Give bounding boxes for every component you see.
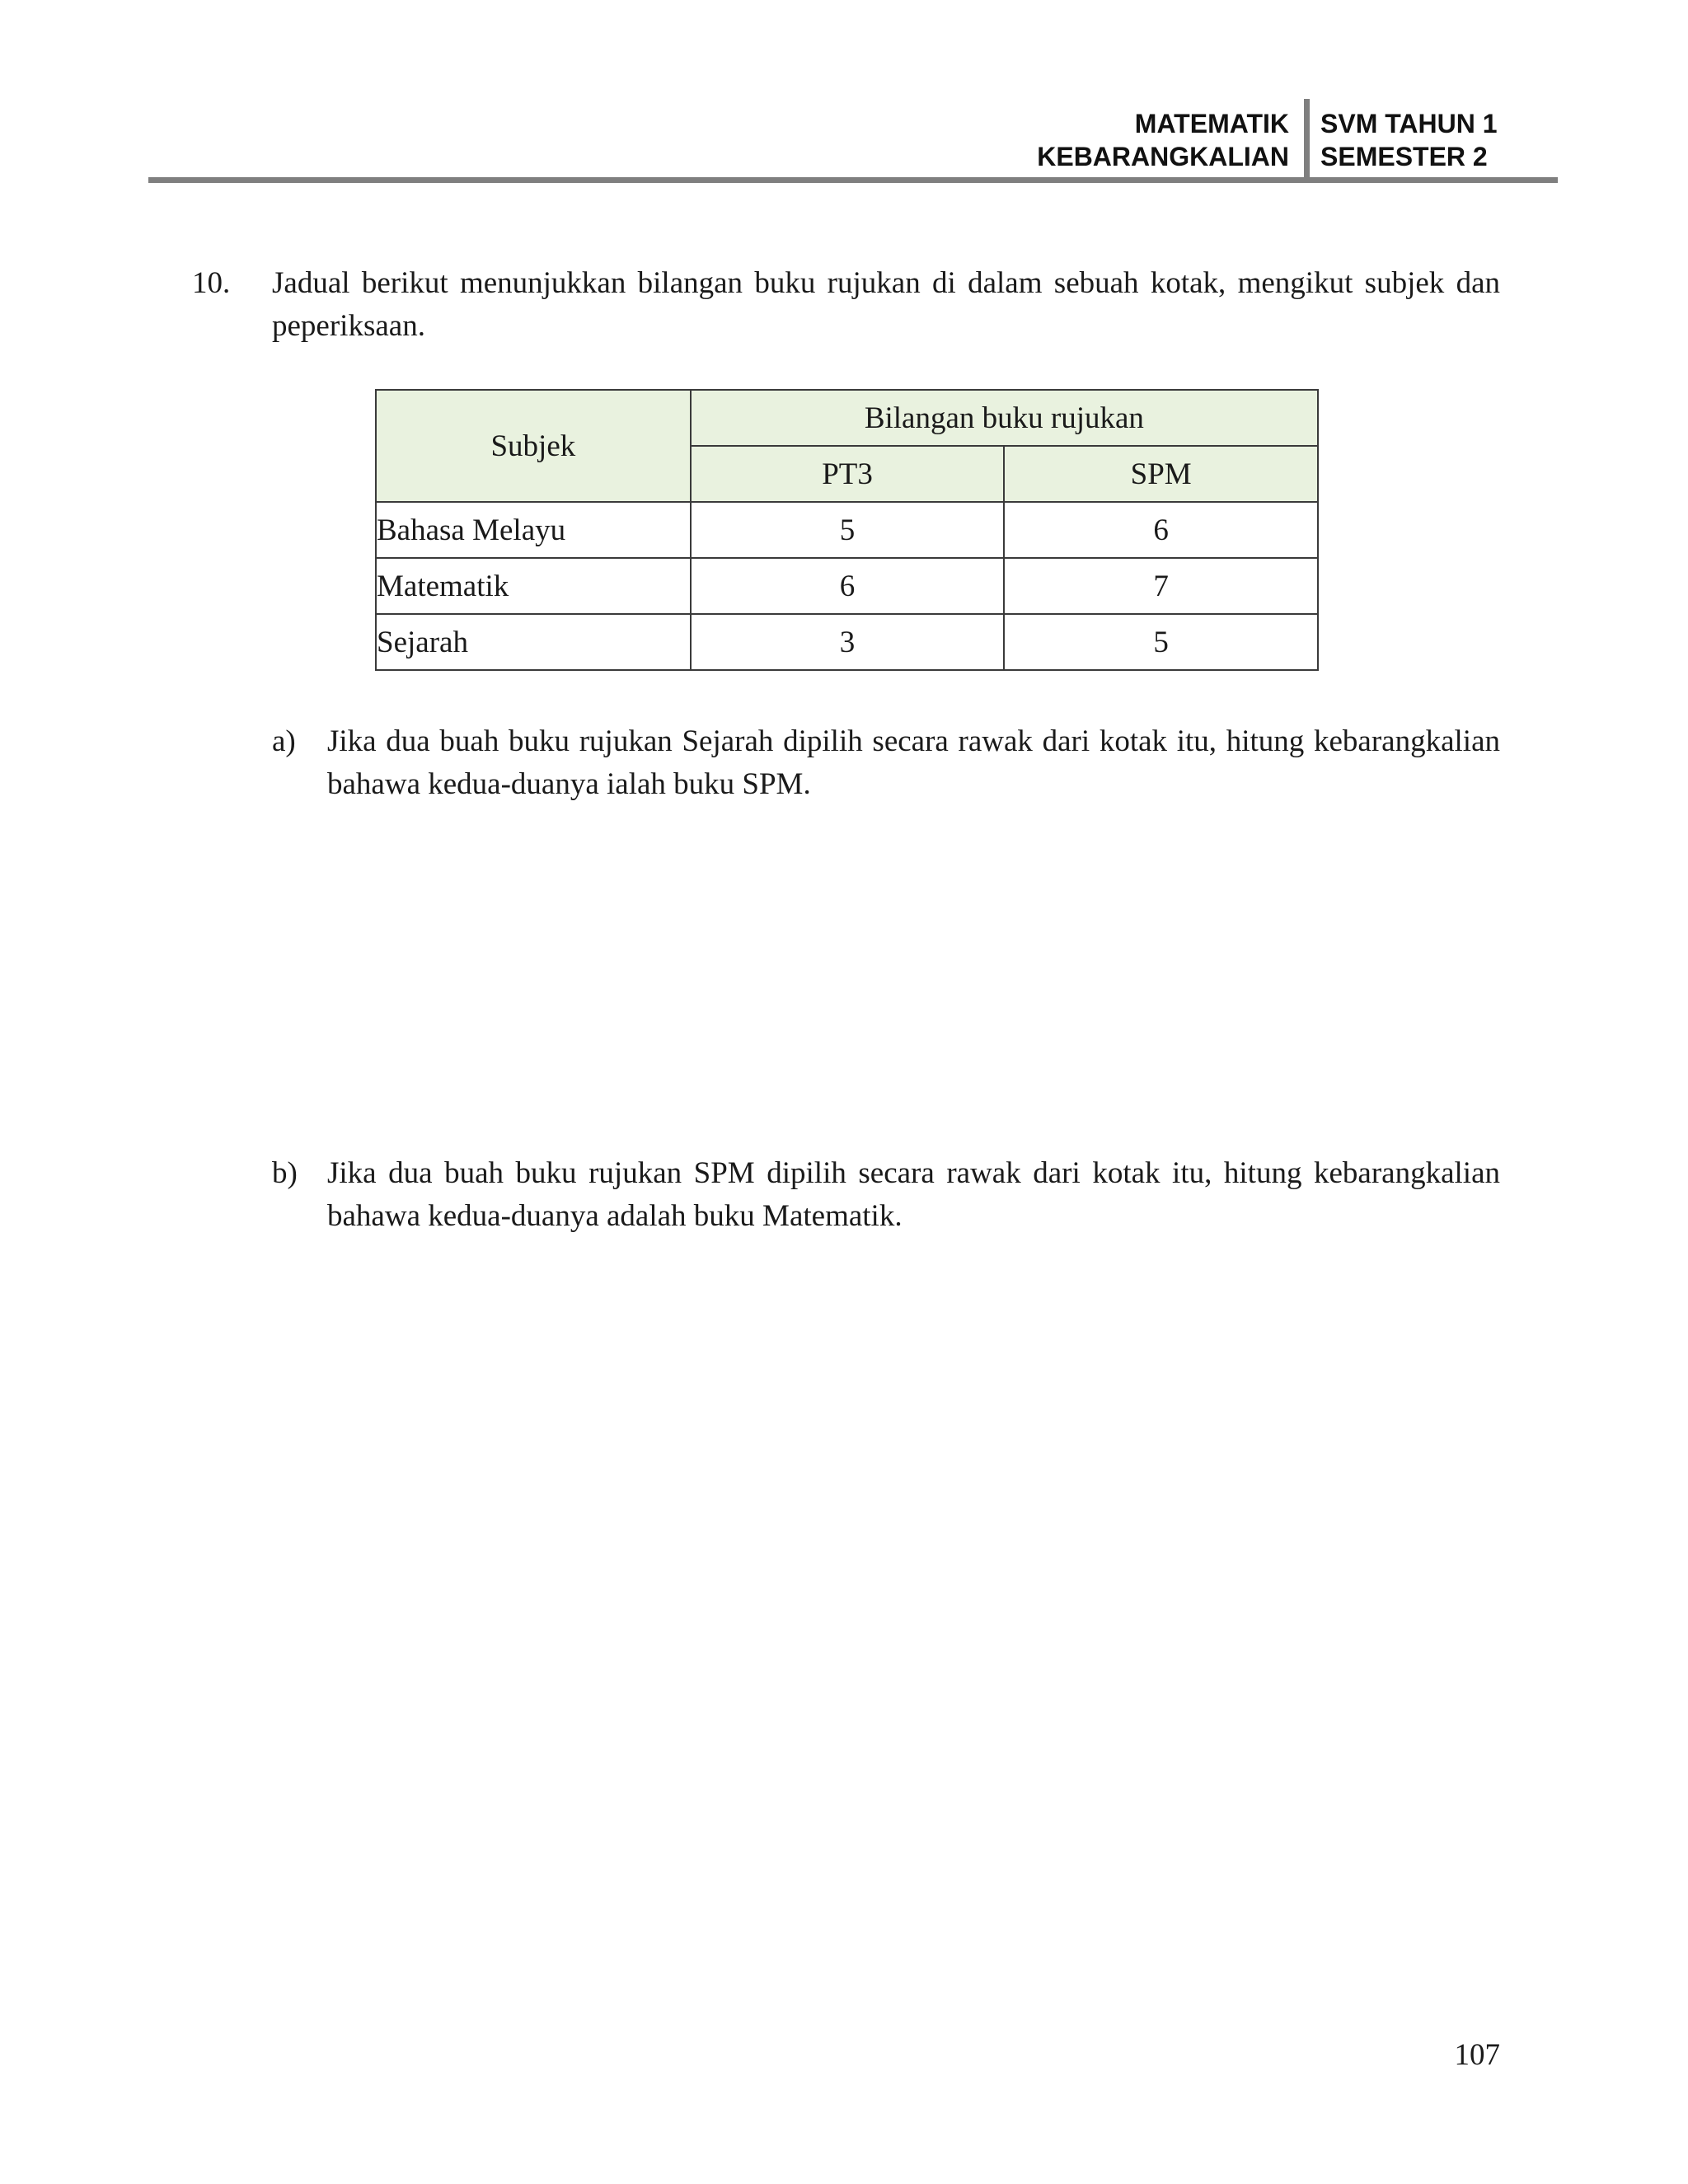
row-value-spm: 6 bbox=[1004, 502, 1318, 558]
row-value-spm: 7 bbox=[1004, 558, 1318, 614]
question-number: 10. bbox=[192, 266, 231, 300]
column-header-spm: SPM bbox=[1004, 446, 1318, 502]
group-header: Bilangan buku rujukan bbox=[691, 390, 1318, 446]
page-header bbox=[148, 99, 1558, 185]
table-row bbox=[376, 502, 1318, 558]
question-text: Jadual berikut menunjukkan bilangan buku rujukan di dalam sebuah kotak, mengikut subjek dan peperiksaan. bbox=[272, 266, 1500, 343]
row-value-pt3: 3 bbox=[691, 614, 1005, 670]
subject-header: Subjek bbox=[376, 390, 691, 502]
part-a-text: Jika dua buah buku rujukan Sejarah dipilih secara rawak dari kotak itu, hitung kebarangkalian bahawa kedua-duanya ialah buku SPM. bbox=[327, 724, 1500, 801]
header-topic bbox=[1037, 107, 1289, 173]
row-subject: Bahasa Melayu bbox=[376, 502, 691, 558]
table-row bbox=[376, 614, 1318, 670]
header-level bbox=[1320, 107, 1498, 173]
part-b-text: Jika dua buah buku rujukan SPM dipilih secara rawak dari kotak itu, hitung kebarangkalian bahawa kedua-duanya adalah buku Matematik. bbox=[327, 1156, 1500, 1233]
row-subject: Matematik bbox=[376, 558, 691, 614]
header-year: SVM TAHUN 1 bbox=[1320, 109, 1498, 138]
row-value-pt3: 5 bbox=[691, 502, 1005, 558]
header-rule bbox=[148, 177, 1558, 183]
part-a-label: a) bbox=[272, 724, 296, 758]
page-number: 107 bbox=[1454, 2038, 1500, 2072]
reference-books-table bbox=[375, 389, 1319, 671]
part-b-label: b) bbox=[272, 1156, 298, 1190]
row-value-spm: 5 bbox=[1004, 614, 1318, 670]
table-header-row bbox=[376, 390, 1318, 446]
table-row bbox=[376, 558, 1318, 614]
header-subject: MATEMATIK bbox=[1134, 109, 1289, 138]
column-header-pt3: PT3 bbox=[691, 446, 1005, 502]
header-semester: SEMESTER 2 bbox=[1320, 142, 1488, 171]
row-value-pt3: 6 bbox=[691, 558, 1005, 614]
header-chapter: KEBARANGKALIAN bbox=[1037, 142, 1289, 171]
row-subject: Sejarah bbox=[376, 614, 691, 670]
header-divider bbox=[1304, 99, 1310, 181]
